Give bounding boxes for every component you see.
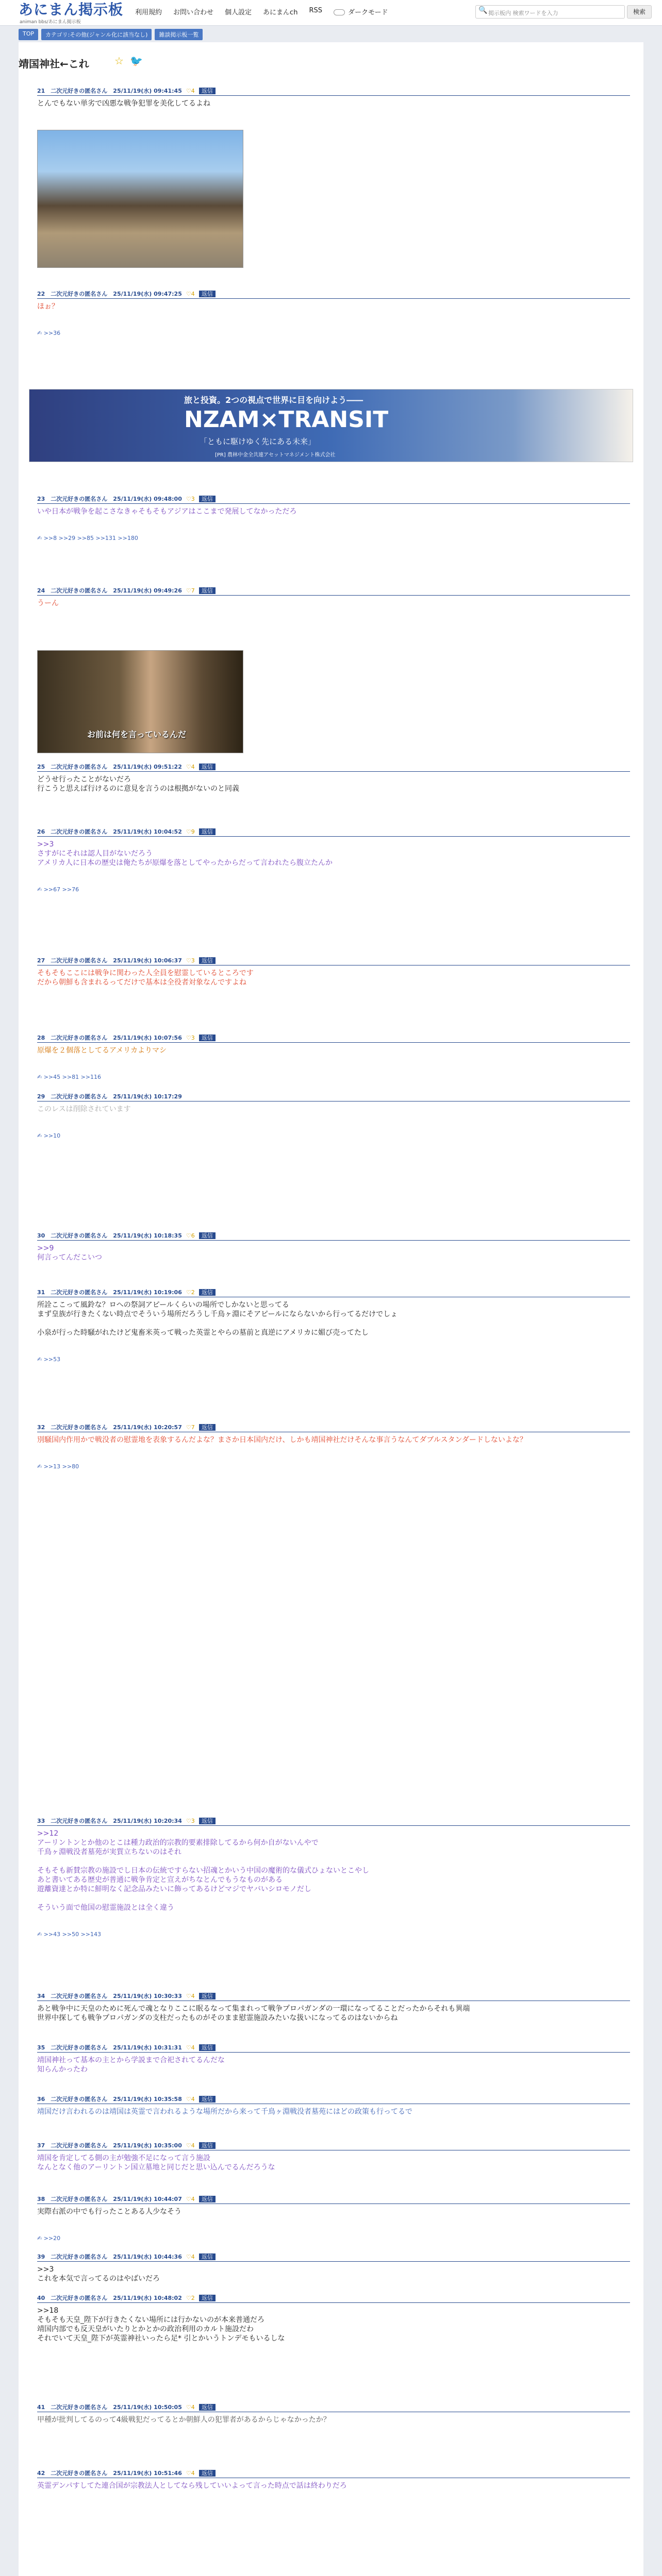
like-icon[interactable]: ♡4 [186, 2044, 195, 2051]
reply-button[interactable]: 返信 [199, 2142, 216, 2149]
crumb-category[interactable]: カテゴリ:その他(ジャンル化に該当なし) [41, 29, 152, 40]
post-header [37, 1423, 630, 1432]
post-meta: 37 二次元好きの匿名さん 25/11/19(水) 10:35:00 [37, 2142, 182, 2149]
post-meta: 42 二次元好きの匿名さん 25/11/19(水) 10:51:46 [37, 2470, 182, 2477]
reply-button[interactable]: 返信 [199, 2196, 216, 2202]
like-icon[interactable]: ♡7 [186, 1424, 195, 1431]
post-line: そもそも天皇_陛下が行きたくない場所には行かないのが本来普通だろ [37, 2316, 264, 2324]
post-meta: 36 二次元好きの匿名さん 25/11/19(水) 10:35:58 [37, 2096, 182, 2103]
post-line: いや日本が戦争を起こさなきゃそもそもアジアはここまで発展してなかっただろ [37, 507, 297, 516]
post-9 [37, 1092, 630, 1114]
ad-tagline: 「ともに駆けゆく先にある未来」 [200, 437, 316, 446]
post-4 [37, 586, 630, 608]
nav-terms[interactable]: 利用規約 [135, 9, 162, 16]
post-line: だから朝鮮も含まれるってだけで基本は全役者対象なんですよね [37, 978, 246, 987]
post-body [37, 299, 630, 311]
post-header [37, 1817, 630, 1826]
like-icon[interactable]: ♡4 [186, 291, 195, 297]
post-line: うーん [37, 599, 59, 607]
reply-button[interactable]: 返信 [199, 2253, 216, 2260]
post-header [37, 2252, 630, 2262]
post-body [37, 2150, 630, 2172]
post-line: アメリカ人に日本の歴史は俺たちが原爆を落としてやったからだって言われたら腹立たんか [37, 859, 333, 867]
post-body [37, 2478, 630, 2490]
like-icon[interactable]: ♡4 [186, 1993, 195, 1999]
post-header [37, 2095, 630, 2104]
nav-animanch[interactable]: あにまんch [263, 9, 298, 16]
post-line: 原爆を２個落としてるアメリカよりマシ [37, 1046, 167, 1055]
post-header [37, 762, 630, 772]
post-meta: 39 二次元好きの匿名さん 25/11/19(水) 10:44:36 [37, 2253, 182, 2260]
post-header [37, 2403, 630, 2412]
post-header [37, 586, 630, 596]
like-icon[interactable]: ♡4 [186, 2142, 195, 2149]
post-header [37, 2195, 630, 2204]
post-line: >>12 [37, 1829, 59, 1838]
like-icon[interactable]: ♡2 [186, 2295, 195, 2301]
post-meta: 35 二次元好きの匿名さん 25/11/19(水) 10:31:31 [37, 2044, 182, 2051]
post-body [37, 2262, 630, 2283]
post-body [37, 2412, 630, 2425]
post-image-shrine[interactable] [37, 130, 243, 268]
post-20 [37, 2294, 630, 2343]
post-line [37, 1894, 630, 1903]
post-body [37, 1826, 630, 1912]
post-line: >>3 [37, 840, 54, 849]
like-icon[interactable]: ♡3 [186, 496, 195, 502]
post-header [37, 2469, 630, 2478]
like-icon[interactable]: ♡4 [186, 2096, 195, 2103]
post-line: それでいて天皇_陛下が英霊神社いったら足* 引とかいうトンデモもいるしな [37, 2334, 285, 2343]
ad-sponsor: [PR] 農林中金全共連アセットマネジメント株式会社 [215, 452, 336, 458]
like-icon[interactable]: ♡9 [186, 828, 195, 835]
like-icon[interactable]: ♡3 [186, 1035, 195, 1041]
post-line: 世界中探しても戦争プロパガンダの支柱だったものがそのまま慰霊施設みたいな扱いになってるのはないからね [37, 2014, 398, 2022]
post-line: なんとなく他のアーリントン国立墓地と同じだと思い込んでるんだろうな [37, 2163, 275, 2172]
search-button[interactable]: 検索 [627, 5, 652, 19]
reply-links[interactable]: ✍ >>10 [37, 1132, 61, 1139]
post-line: どうせ行ったことがないだろ [37, 775, 131, 784]
post-meta: 22 二次元好きの匿名さん 25/11/19(水) 09:47:25 [37, 291, 182, 297]
post-line: まず皇族が行きたくない時点でそういう場所だろうし千鳥ヶ淵にそアピールにならないから行ってるだけでしょ [37, 1310, 398, 1318]
post-meta: 27 二次元好きの匿名さん 25/11/19(水) 10:06:37 [37, 957, 182, 964]
post-meta: 34 二次元好きの匿名さん 25/11/19(水) 10:30:33 [37, 1993, 182, 1999]
post-body [37, 504, 630, 516]
post-body [37, 1432, 630, 1445]
post-line: 実際右派の中でも行ったことある人少なそう [37, 2208, 181, 2216]
post-line [37, 1319, 630, 1328]
reply-links[interactable]: ✍ >>53 [37, 1356, 61, 1363]
post-14 [37, 1992, 630, 2023]
post-line: そもそもここには戦争に関わった人全員を慰霊しているところです [37, 969, 254, 977]
post-meta: 31 二次元好きの匿名さん 25/11/19(水) 10:19:06 [37, 1289, 182, 1296]
post-header [37, 1092, 630, 1101]
post-meta: 30 二次元好きの匿名さん 25/11/19(水) 10:18:35 [37, 1232, 182, 1239]
post-meta: 33 二次元好きの匿名さん 25/11/19(水) 10:20:34 [37, 1818, 182, 1824]
post-line: 小泉が行った時騒がれたけど鬼畜米英って戦った英霊とやらの墓前と真逆にアメリカに媚び売ってたし [37, 1329, 369, 1337]
post-header [37, 87, 630, 96]
main-nav [135, 7, 399, 16]
post-line: 別騒国内作用かで戦没者の慰霊地を表象するんだよな？まさか日本国内だけ、しかも靖国神社だけそんな事言うなんてダブルスタンダードしないよな？ [37, 1436, 527, 1444]
post-body [37, 1101, 630, 1114]
crumb-top[interactable]: TOP [19, 29, 38, 40]
post-line: そもそも新賛宗教の施設でし日本の伝統ですらない招魂とかいう中国の魔術的な儀式ひょないとこやし [37, 1867, 369, 1875]
post-meta: 23 二次元好きの匿名さん 25/11/19(水) 09:48:00 [37, 496, 182, 502]
post-22 [37, 2469, 630, 2490]
post-header [37, 495, 630, 504]
reply-button[interactable]: 返信 [199, 1289, 216, 1296]
post-meta: 38 二次元好きの匿名さん 25/11/19(水) 10:44:07 [37, 2196, 182, 2202]
post-17 [37, 2141, 630, 2172]
post-header [37, 2043, 630, 2053]
post-19 [37, 2252, 630, 2283]
reply-button[interactable]: 返信 [199, 828, 216, 835]
dark-mode-toggle[interactable]: ダークモード [334, 7, 388, 16]
reply-button[interactable]: 返信 [199, 2295, 216, 2301]
nav-rss[interactable]: RSS [309, 7, 322, 14]
post-body [37, 837, 630, 868]
like-icon[interactable]: ♡4 [186, 764, 195, 770]
post-2 [37, 290, 630, 311]
nav-settings[interactable]: 個人設定 [225, 9, 252, 16]
post-line [37, 1857, 630, 1866]
post-line: このレスは削除されています [37, 1105, 131, 1113]
post-line: 知らんかったわ [37, 2065, 88, 2074]
post-1 [37, 87, 630, 108]
post-line: あと書いてある歴史が普通に戦争肯定と宣えがちなとんでもうなものがある [37, 1876, 283, 1884]
like-icon[interactable]: ♡3 [186, 957, 195, 964]
post-15 [37, 2043, 630, 2074]
post-7 [37, 956, 630, 987]
post-10 [37, 1231, 630, 1262]
post-body [37, 96, 630, 108]
top-bar [0, 0, 662, 26]
post-meta: 24 二次元好きの匿名さん 25/11/19(水) 09:49:26 [37, 587, 182, 594]
post-body [37, 2303, 630, 2343]
like-icon[interactable]: ♡4 [186, 2253, 195, 2260]
post-line: >>3 [37, 2265, 54, 2274]
post-body [37, 596, 630, 608]
post-11 [37, 1288, 630, 1337]
reply-links[interactable]: ✍ >>43 >>50 >>143 [37, 1931, 101, 1938]
reply-button[interactable]: 返信 [199, 88, 216, 94]
post-line: そういう面で他国の慰霊施設とは全く違う [37, 1904, 174, 1912]
post-line: 行こうと思えば行けるのに意見を言うのは根拠がないのと同義 [37, 785, 239, 793]
post-header [37, 1231, 630, 1241]
reply-button[interactable]: 返信 [199, 957, 216, 964]
post-body [37, 1297, 630, 1337]
post-header [37, 2294, 630, 2303]
post-8 [37, 1033, 630, 1055]
post-line: アーリントンとか他のとこは種力政治的宗教的要素排除してるから何か自がないんやで [37, 1839, 319, 1847]
image-caption: お前は何を言っているんだ [87, 730, 187, 739]
post-body [37, 2053, 630, 2074]
ad-text: 旅と投資。2つの視点で世界に目を向けよう―― [184, 395, 363, 405]
post-3 [37, 495, 630, 516]
post-21 [37, 2403, 630, 2425]
ad-banner[interactable] [29, 389, 633, 462]
post-meta: 41 二次元好きの匿名さん 25/11/19(水) 10:50:05 [37, 2404, 182, 2411]
reply-links[interactable]: ✍ >>8 >>29 >>85 >>131 >>180 [37, 535, 138, 541]
post-body [37, 1241, 630, 1262]
star-icon[interactable]: ☆ [114, 55, 124, 67]
search-icon: 🔍 [478, 6, 488, 14]
post-meta: 29 二次元好きの匿名さん 25/11/19(水) 10:17:29 [37, 1093, 182, 1100]
post-header [37, 956, 630, 965]
reply-button[interactable]: 返信 [199, 1424, 216, 1431]
reply-button[interactable]: 返信 [199, 2096, 216, 2103]
reply-links[interactable]: ✍ >>20 [37, 2235, 61, 2242]
crumb-board[interactable]: 雑談掲示板一覧 [155, 29, 203, 40]
post-16 [37, 2095, 630, 2116]
site-logo-sub: animan bbs/あにまん掲示板 [20, 20, 81, 25]
reply-button[interactable]: 返信 [199, 587, 216, 594]
post-line: 英霊デンパすしてた連合国が宗教法人としてなら残していいよって言った時点で話は終わりだろ [37, 2482, 347, 2490]
post-line: 靖国神社って基本の主とから学説まで合祀されてるんだな [37, 2056, 225, 2064]
post-image-man[interactable] [37, 650, 243, 753]
post-meta: 28 二次元好きの匿名さん 25/11/19(水) 10:07:56 [37, 1035, 182, 1041]
nav-contact[interactable]: お問い合わせ [173, 9, 214, 16]
like-icon[interactable]: ♡4 [186, 2404, 195, 2411]
reply-button[interactable]: 返信 [199, 764, 216, 770]
post-meta: 25 二次元好きの匿名さん 25/11/19(水) 09:51:22 [37, 764, 182, 770]
reply-button[interactable]: 返信 [199, 1818, 216, 1824]
post-meta: 40 二次元好きの匿名さん 25/11/19(水) 10:48:02 [37, 2295, 182, 2301]
reply-button[interactable]: 返信 [199, 1232, 216, 1239]
post-line: 遊離資達とか特に鮮明なく記念品みたいに飾ってあるけどマジでヤバいシロモノだし [37, 1885, 311, 1893]
like-icon[interactable]: ♡4 [186, 88, 195, 94]
post-meta: 26 二次元好きの匿名さん 25/11/19(水) 10:04:52 [37, 828, 182, 835]
reply-links[interactable]: ✍ >>36 [37, 330, 61, 336]
site-logo[interactable]: あにまん掲示板 [19, 1, 124, 18]
reply-button[interactable]: 返信 [199, 2470, 216, 2477]
post-5 [37, 762, 630, 793]
post-line: 靖国を肯定してる側の主が勉強不足になって言う施設 [37, 2154, 210, 2162]
post-line: ほぉ？ [37, 302, 59, 311]
search-input[interactable]: 掲示板内 検索ワードを入力 [475, 5, 625, 19]
reply-button[interactable]: 返信 [199, 496, 216, 502]
toggle-icon [334, 9, 345, 15]
post-line: とんでもない単劣で凶悪な戦争犯罪を美化してるよね [37, 99, 210, 108]
post-meta: 21 二次元好きの匿名さん 25/11/19(水) 09:41:45 [37, 88, 182, 94]
post-line: 靖国だけ言われるのは靖国は英霊で言われるような場所だから来って千鳥ヶ淵戦没者墓苑にはどの政策も行ってるで [37, 2108, 412, 2116]
post-line: >>9 [37, 1244, 54, 1252]
like-icon[interactable]: ♡4 [186, 2470, 195, 2477]
post-13 [37, 1817, 630, 1912]
post-6 [37, 827, 630, 868]
reply-button[interactable]: 返信 [199, 2044, 216, 2051]
post-header [37, 2141, 630, 2150]
post-12 [37, 1423, 630, 1445]
post-meta: 32 二次元好きの匿名さん 25/11/19(水) 10:20:57 [37, 1424, 182, 1431]
reply-button[interactable]: 返信 [199, 1993, 216, 1999]
post-line: >>18 [37, 2307, 59, 2315]
reply-links[interactable]: ✍ >>45 >>81 >>116 [37, 1074, 101, 1080]
like-icon[interactable]: ♡6 [186, 1232, 195, 1239]
post-line: さすがにそれは認人目がないだろう [37, 850, 153, 858]
post-line: あと戦争中に天皇のために死んで魂となりここに眠るなって集まれって戦争プロパガンダの一環になってることだったからそれも異端 [37, 2005, 470, 2013]
post-18 [37, 2195, 630, 2216]
post-header [37, 1033, 630, 1043]
twitter-icon[interactable]: 🐦 [130, 55, 143, 67]
post-line: これを本気で言ってるのはやばいだろ [37, 2275, 160, 2283]
post-line: 千鳥ヶ淵戦没者墓苑が実質立ちないのはそれ [37, 1848, 181, 1856]
page-title: 靖国神社←これ [19, 58, 89, 70]
post-header [37, 827, 630, 837]
like-icon[interactable]: ♡2 [186, 1289, 195, 1296]
post-line: 所詮ここって風鈴な？ロへの祭詞アピールくらいの場所でしかないと思ってる [37, 1301, 289, 1309]
reply-button[interactable]: 返信 [199, 2404, 216, 2411]
reply-button[interactable]: 返信 [199, 1035, 216, 1041]
ad-brand: NZAM×TRANSIT [184, 406, 389, 433]
post-line: 靖国内部でも反天皇がいたりとかとかの政治利用のカルト施設だわ [37, 2325, 254, 2333]
reply-button[interactable]: 返信 [199, 291, 216, 297]
post-header [37, 1288, 630, 1297]
post-body [37, 2001, 630, 2023]
post-line: 甲種が批判してるのって4級戦犯だってるとか朝鮮人の犯罪者があるからじゃなかったか？ [37, 2416, 330, 2424]
post-body [37, 2204, 630, 2216]
like-icon[interactable]: ♡4 [186, 2196, 195, 2202]
post-body [37, 2104, 630, 2116]
post-header [37, 1992, 630, 2001]
breadcrumb [19, 29, 206, 40]
post-line: 何言ってんだこいつ [37, 1253, 102, 1262]
post-header [37, 290, 630, 299]
like-icon[interactable]: ♡7 [186, 587, 195, 594]
post-body [37, 772, 630, 793]
reply-links[interactable]: ✍ >>13 >>80 [37, 1463, 79, 1470]
post-body [37, 965, 630, 987]
like-icon[interactable]: ♡3 [186, 1818, 195, 1824]
post-body [37, 1043, 630, 1055]
reply-links[interactable]: ✍ >>67 >>76 [37, 886, 79, 893]
